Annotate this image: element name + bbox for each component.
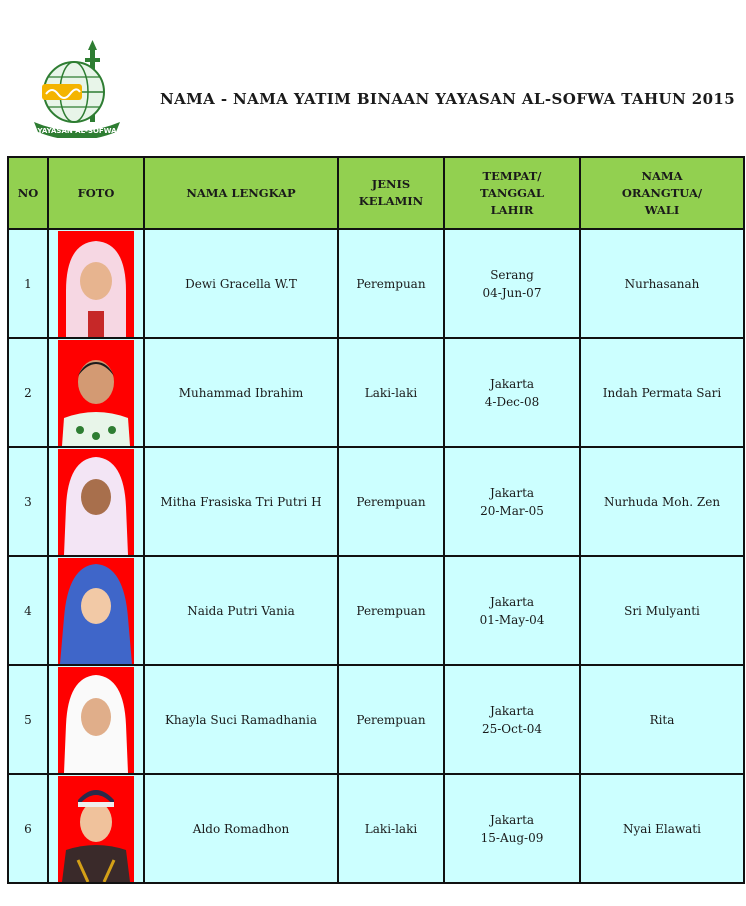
column-header-photo: FOTO <box>48 157 144 229</box>
table-row <box>8 665 744 774</box>
photo-cell <box>48 665 144 774</box>
photo-cell <box>48 774 144 883</box>
full-name: Muhammad Ibrahim <box>144 338 338 447</box>
full-name: Aldo Romadhon <box>144 774 338 883</box>
gender: Perempuan <box>338 556 444 665</box>
child-photo <box>58 231 134 337</box>
guardian-name: Nurhasanah <box>580 229 744 338</box>
full-name: Mitha Frasiska Tri Putri H <box>144 447 338 556</box>
birth-place: Jakarta <box>489 703 535 718</box>
birth-place: Jakarta <box>489 812 535 827</box>
photo-cell <box>48 447 144 556</box>
column-header-birth: TEMPAT/ TANGGAL LAHIR <box>444 157 580 229</box>
birth-date: 01-May-04 <box>479 612 545 627</box>
photo-cell <box>48 229 144 338</box>
table-row <box>8 338 744 447</box>
full-name: Khayla Suci Ramadhania <box>144 665 338 774</box>
birth-date: 4-Dec-08 <box>484 394 540 409</box>
birth-cell <box>444 556 580 665</box>
column-header-gender: JENIS KELAMIN <box>338 157 444 229</box>
guardian-name: Nurhuda Moh. Zen <box>580 447 744 556</box>
birth-cell <box>444 447 580 556</box>
birth-date: 20-Mar-05 <box>480 503 544 518</box>
row-number: 1 <box>8 229 48 338</box>
birth-cell <box>444 338 580 447</box>
table-row <box>8 774 744 883</box>
page-title: NAMA - NAMA YATIM BINAAN YAYASAN AL-SOFWA TAHUN 2015 <box>160 90 736 108</box>
orphan-table <box>7 156 745 884</box>
column-header-full-name: NAMA LENGKAP <box>144 157 338 229</box>
birth-cell <box>444 665 580 774</box>
column-header-no: NO <box>8 157 48 229</box>
birth-date: 04-Jun-07 <box>482 285 542 300</box>
child-photo <box>58 667 134 773</box>
full-name: Dewi Gracella W.T <box>144 229 338 338</box>
birth-date: 15-Aug-09 <box>480 830 544 845</box>
row-number: 4 <box>8 556 48 665</box>
logo-text: YAYASAN AL-SOFWA <box>37 127 117 135</box>
child-photo <box>58 558 134 664</box>
row-number: 6 <box>8 774 48 883</box>
guardian-name: Sri Mulyanti <box>580 556 744 665</box>
guardian-name: Rita <box>580 665 744 774</box>
birth-cell <box>444 229 580 338</box>
child-photo <box>58 776 134 882</box>
column-header-guardian: NAMA ORANGTUA/ WALI <box>580 157 744 229</box>
row-number: 2 <box>8 338 48 447</box>
table-row <box>8 229 744 338</box>
gender: Perempuan <box>338 447 444 556</box>
guardian-name: Indah Permata Sari <box>580 338 744 447</box>
child-photo <box>58 449 134 555</box>
table-row <box>8 447 744 556</box>
birth-place: Jakarta <box>489 485 535 500</box>
guardian-name: Nyai Elawati <box>580 774 744 883</box>
birth-place: Jakarta <box>489 376 535 391</box>
table-row <box>8 556 744 665</box>
row-number: 5 <box>8 665 48 774</box>
row-number: 3 <box>8 447 48 556</box>
birth-cell <box>444 774 580 883</box>
yayasan-logo <box>30 40 124 138</box>
child-photo <box>58 340 134 446</box>
birth-date: 25-Oct-04 <box>481 721 543 736</box>
gender: Laki-laki <box>338 338 444 447</box>
photo-cell <box>48 338 144 447</box>
table-header-row <box>8 157 744 229</box>
full-name: Naida Putri Vania <box>144 556 338 665</box>
gender: Laki-laki <box>338 774 444 883</box>
gender: Perempuan <box>338 665 444 774</box>
birth-place: Serang <box>490 267 534 282</box>
photo-cell <box>48 556 144 665</box>
birth-place: Jakarta <box>489 594 535 609</box>
gender: Perempuan <box>338 229 444 338</box>
